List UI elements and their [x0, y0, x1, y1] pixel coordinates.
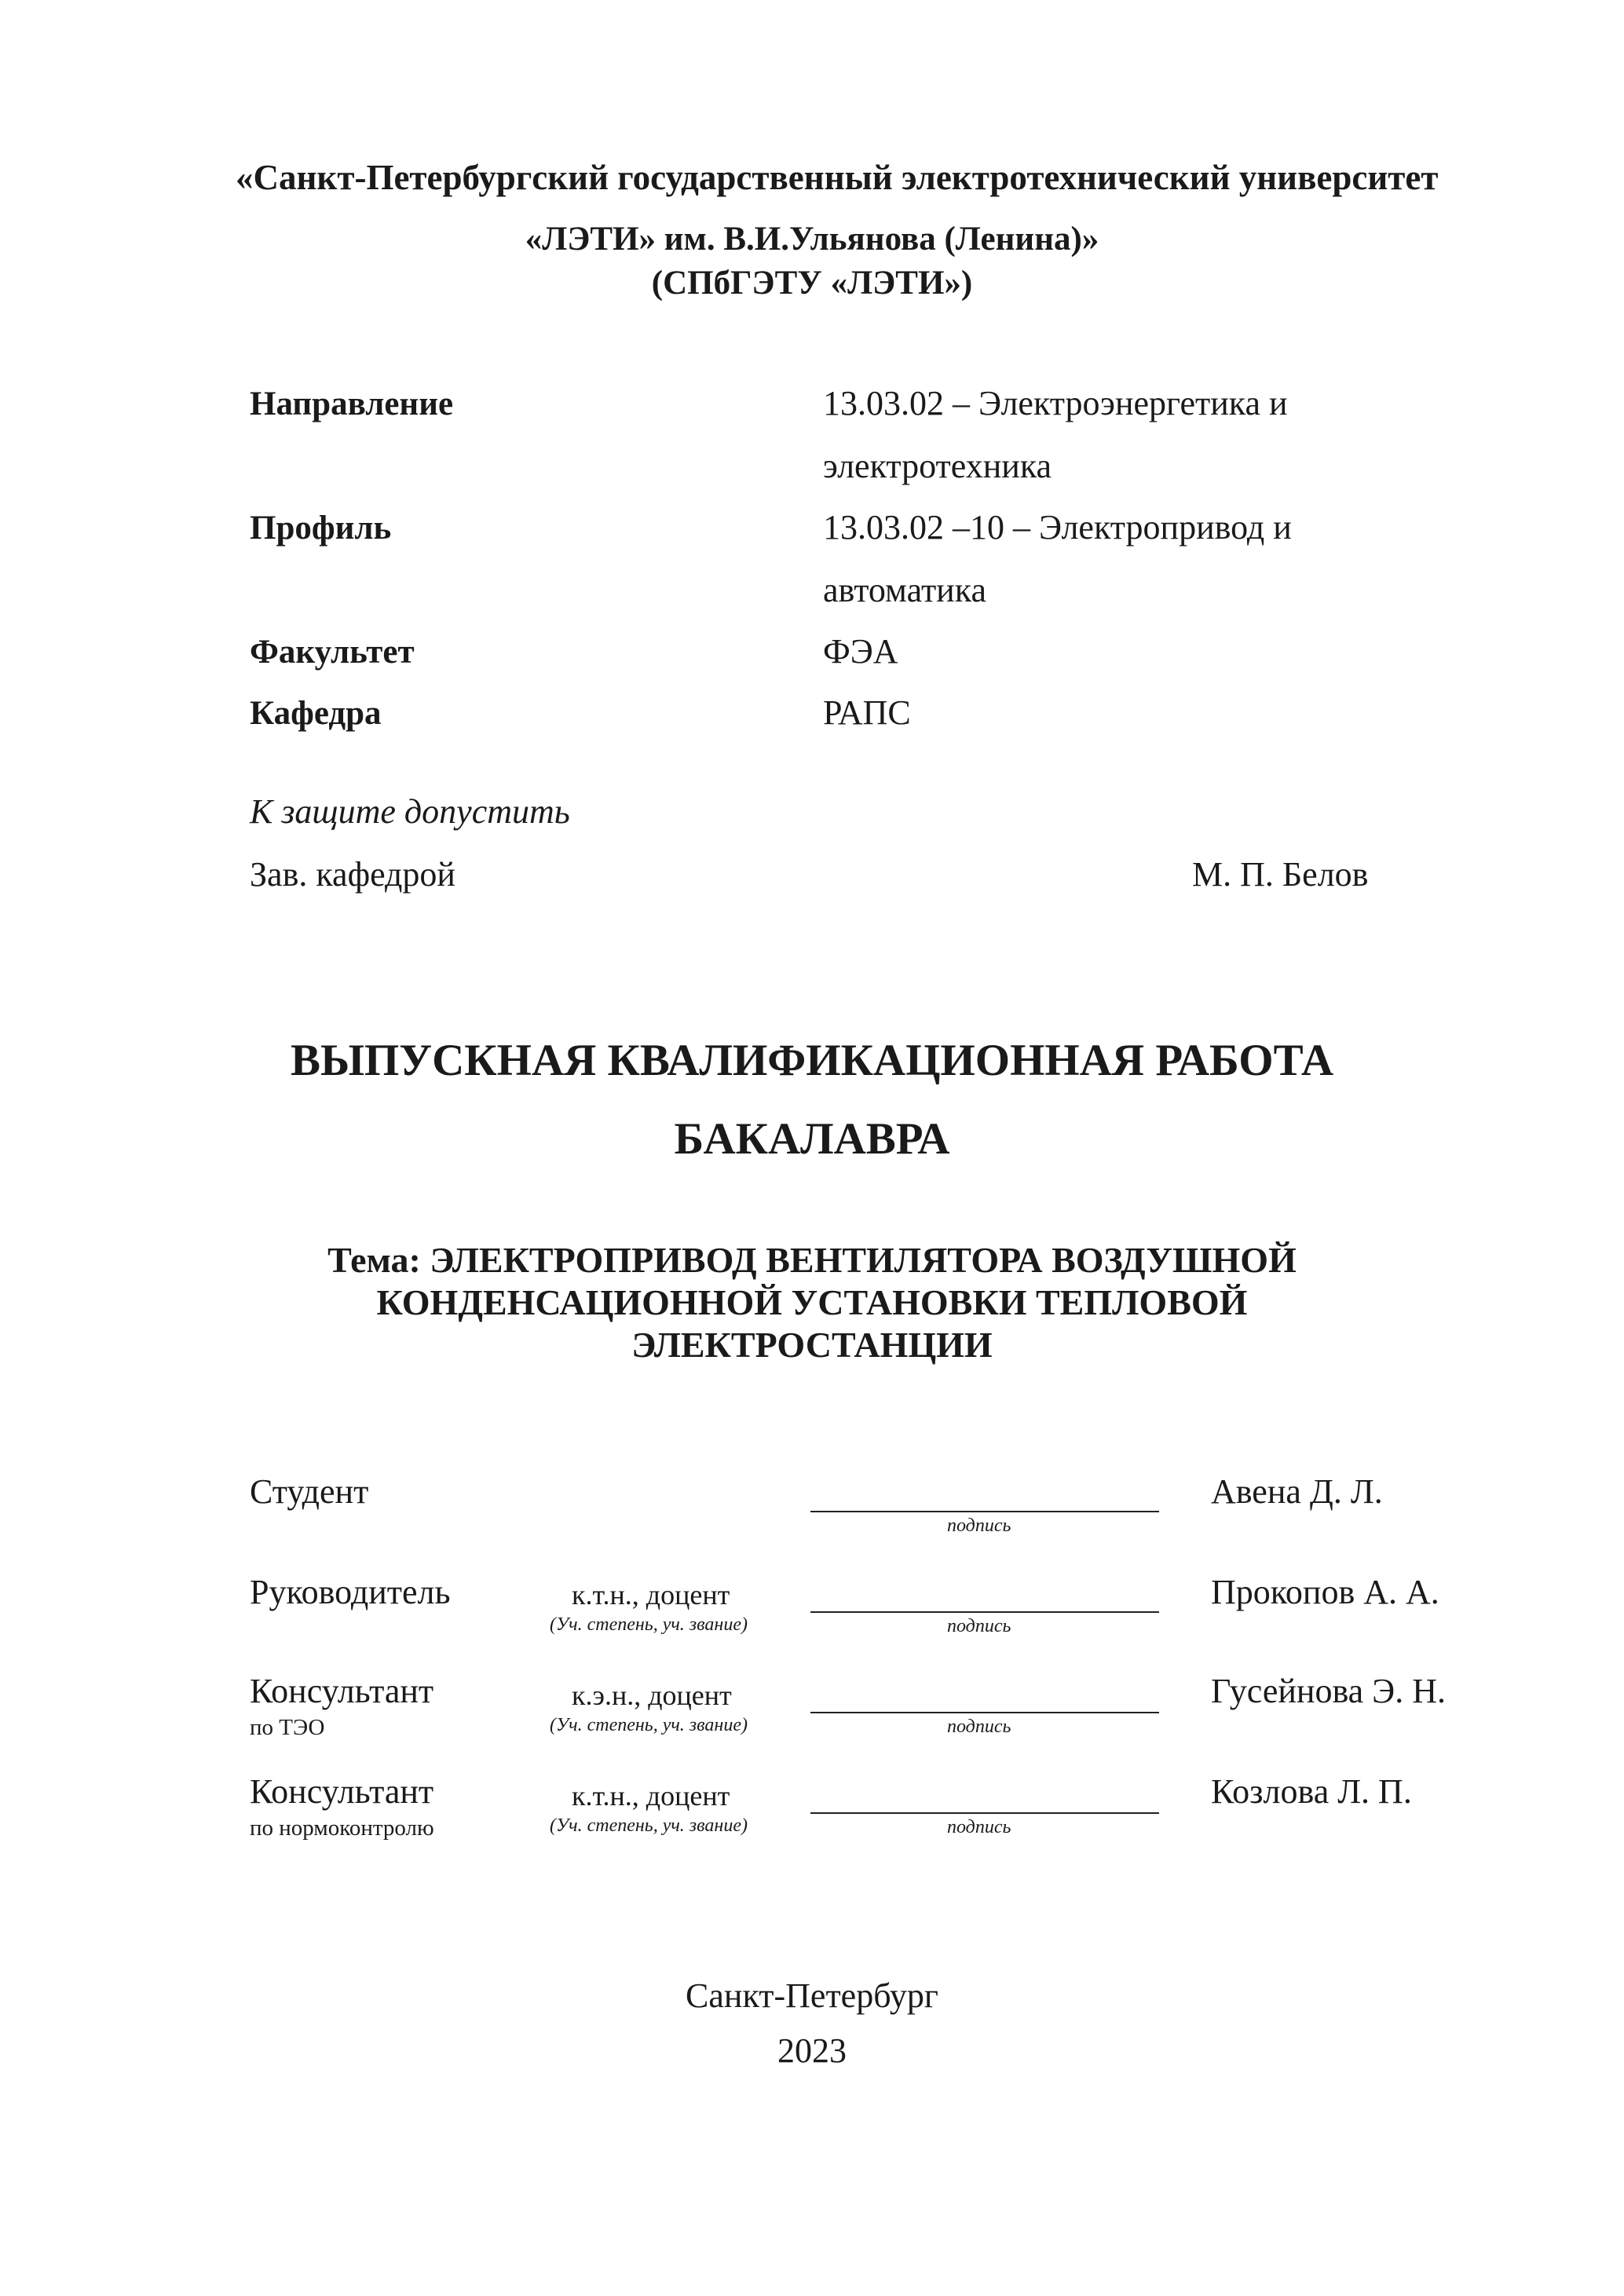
student-signature-line: [810, 1511, 1159, 1512]
supervisor-name: Прокопов А. А.: [1211, 1573, 1439, 1611]
direction-label: Направление: [250, 386, 454, 422]
supervisor-degree: к.т.н., доцент: [572, 1579, 730, 1610]
university-name-line2: «ЛЭТИ» им. В.И.Ульянова (Ленина)»: [525, 221, 1099, 258]
profile-value-line2: автоматика: [823, 571, 986, 609]
consultant-norm-degree: к.т.н., доцент: [572, 1780, 730, 1812]
consultant-norm-subrole: по нормоконтролю: [250, 1815, 434, 1841]
student-name: Авена Д. Л.: [1211, 1472, 1383, 1511]
direction-value-line2: электротехника: [823, 447, 1052, 485]
consultant-teo-subrole: по ТЭО: [250, 1715, 325, 1740]
consultant-teo-name: Гусейнова Э. Н.: [1211, 1672, 1446, 1710]
consultant-norm-signature-caption: подпись: [947, 1817, 1011, 1837]
direction-value-line1: 13.03.02 – Электроэнергетика и: [823, 384, 1288, 422]
consultant-teo-degree: к.э.н., доцент: [572, 1680, 732, 1711]
student-signature-caption: подпись: [947, 1515, 1011, 1536]
consultant-norm-signature-line: [810, 1812, 1159, 1814]
consultant-teo-degree-caption: (Уч. степень, уч. звание): [550, 1715, 748, 1735]
department-head-name: М. П. Белов: [1192, 855, 1369, 894]
student-role: Студент: [250, 1472, 369, 1511]
topic-line1: Тема: ЭЛЕКТРОПРИВОД ВЕНТИЛЯТОРА ВОЗДУШНОЙ: [327, 1240, 1297, 1280]
topic-line2: КОНДЕНСАЦИОННОЙ УСТАНОВКИ ТЕПЛОВОЙ: [376, 1282, 1248, 1322]
topic-line3: ЭЛЕКТРОСТАНЦИИ: [631, 1325, 993, 1365]
consultant-norm-name: Козлова Л. П.: [1211, 1772, 1412, 1811]
university-name-line1: «Санкт-Петербургский государственный электротехнический университет: [236, 158, 1439, 197]
department-head-label: Зав. кафедрой: [250, 855, 455, 894]
profile-value-line1: 13.03.02 –10 – Электропривод и: [823, 508, 1292, 547]
profile-label: Профиль: [250, 510, 392, 547]
consultant-norm-degree-caption: (Уч. степень, уч. звание): [550, 1815, 748, 1836]
work-title-line2: БАКАЛАВРА: [674, 1114, 950, 1164]
consultant-teo-role: Консультант: [250, 1672, 434, 1710]
consultant-teo-signature-caption: подпись: [947, 1717, 1011, 1737]
year: 2023: [777, 2031, 847, 2070]
faculty-value: ФЭА: [823, 632, 898, 671]
work-title-line1: ВЫПУСКНАЯ КВАЛИФИКАЦИОННАЯ РАБОТА: [290, 1036, 1333, 1085]
supervisor-role: Руководитель: [250, 1573, 451, 1611]
admission-text: К защите допустить: [250, 792, 570, 831]
university-abbreviation: (СПбГЭТУ «ЛЭТИ»): [651, 265, 973, 302]
supervisor-signature-line: [810, 1611, 1159, 1613]
department-value: РАПС: [823, 693, 911, 732]
faculty-label: Факультет: [250, 634, 415, 671]
supervisor-degree-caption: (Уч. степень, уч. звание): [550, 1614, 748, 1635]
supervisor-signature-caption: подпись: [947, 1616, 1011, 1636]
department-label: Кафедра: [250, 695, 382, 732]
consultant-teo-signature-line: [810, 1712, 1159, 1713]
consultant-norm-role: Консультант: [250, 1772, 434, 1811]
city: Санкт-Петербург: [686, 1976, 938, 2015]
